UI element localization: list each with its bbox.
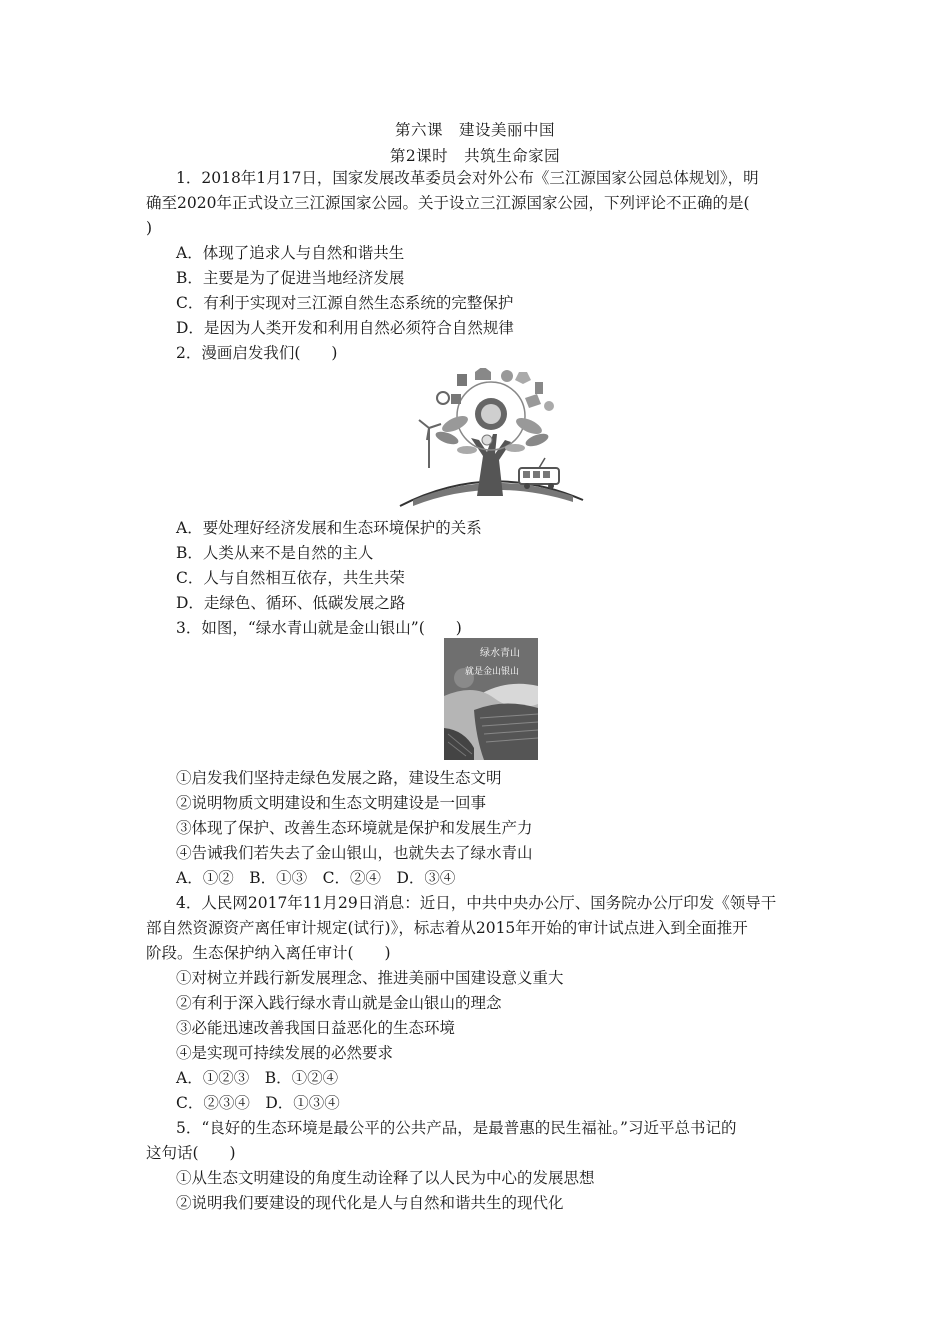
q4-choices-cd: C．②③④ D．①③④ <box>176 1094 340 1112</box>
q4-stem-line2: 部自然资源资产离任审计规定(试行)》，标志着从2015年开始的审计试点进入到全面推开 <box>146 919 748 937</box>
q4-item-4: ④是实现可持续发展的必然要求 <box>176 1044 394 1062</box>
q3-choices: A．①② B．①③ C．②④ D．③④ <box>176 869 456 887</box>
q1-option-d: D．是因为人类开发和利用自然必须符合自然规律 <box>176 319 514 337</box>
green-mountain-poster <box>444 638 538 760</box>
q2-option-c: C．人与自然相互依存，共生共荣 <box>176 569 405 587</box>
q2-option-d: D．走绿色、循环、低碳发展之路 <box>176 594 406 612</box>
q3-item-2: ②说明物质文明建设和生态文明建设是一回事 <box>176 794 487 812</box>
q5-stem-line2: 这句话( ) <box>146 1144 236 1162</box>
q2-stem: 2．漫画启发我们( ) <box>176 344 338 362</box>
q4-stem-line3: 阶段。生态保护纳入离任审计( ) <box>146 944 391 962</box>
poster-title-line1: 绿水青山 <box>480 648 520 659</box>
poster-title-line2: 就是金山银山 <box>464 667 520 677</box>
q1-stem-line1: 1．2018年1月17日，国家发展改革委员会对外公布《三江源国家公园总体规划》，明 <box>176 169 759 187</box>
lesson-title: 第六课 建设美丽中国 <box>394 121 555 139</box>
q1-option-c: C．有利于实现对三江源自然生态系统的完整保护 <box>176 294 514 312</box>
q1-stem-line2: 确至2020年正式设立三江源国家公园。关于设立三江源国家公园，下列评论不正确的是( <box>146 194 750 212</box>
eco-tree-cartoon <box>395 368 590 508</box>
q1-option-a: A．体现了追求人与自然和谐共生 <box>176 244 405 262</box>
q2-option-b: B．人类从来不是自然的主人 <box>176 544 374 562</box>
q4-stem-line1: 4．人民网2017年11月29日消息：近日，中共中央办公厅、国务院办公厅印发《领导干 <box>176 894 777 912</box>
q5-stem-line1: 5．“良好的生态环境是最公平的公共产品，是最普惠的民生福祉。”习近平总书记的 <box>176 1119 737 1137</box>
q3-item-4: ④告诫我们若失去了金山银山，也就失去了绿水青山 <box>176 844 533 862</box>
q4-item-3: ③必能迅速改善我国日益恶化的生态环境 <box>176 1019 456 1037</box>
q5-item-2: ②说明我们要建设的现代化是人与自然和谐共生的现代化 <box>176 1194 564 1212</box>
q3-item-1: ①启发我们坚持走绿色发展之路，建设生态文明 <box>176 769 502 787</box>
q4-item-2: ②有利于深入践行绿水青山就是金山银山的理念 <box>176 994 502 1012</box>
q5-item-1: ①从生态文明建设的角度生动诠释了以人民为中心的发展思想 <box>176 1169 595 1187</box>
section-subtitle: 第2课时 共筑生命家园 <box>389 147 561 165</box>
q2-option-a: A．要处理好经济发展和生态环境保护的关系 <box>176 519 482 537</box>
q4-item-1: ①对树立并践行新发展理念、推进美丽中国建设意义重大 <box>176 969 564 987</box>
q3-stem: 3．如图，“绿水青山就是金山银山”( ) <box>176 619 462 637</box>
q1-option-b: B．主要是为了促进当地经济发展 <box>176 269 405 287</box>
q1-stem-line3: ) <box>146 219 153 237</box>
q4-choices-ab: A．①②③ B．①②④ <box>176 1069 339 1087</box>
q3-item-3: ③体现了保护、改善生态环境就是保护和发展生产力 <box>176 819 533 837</box>
